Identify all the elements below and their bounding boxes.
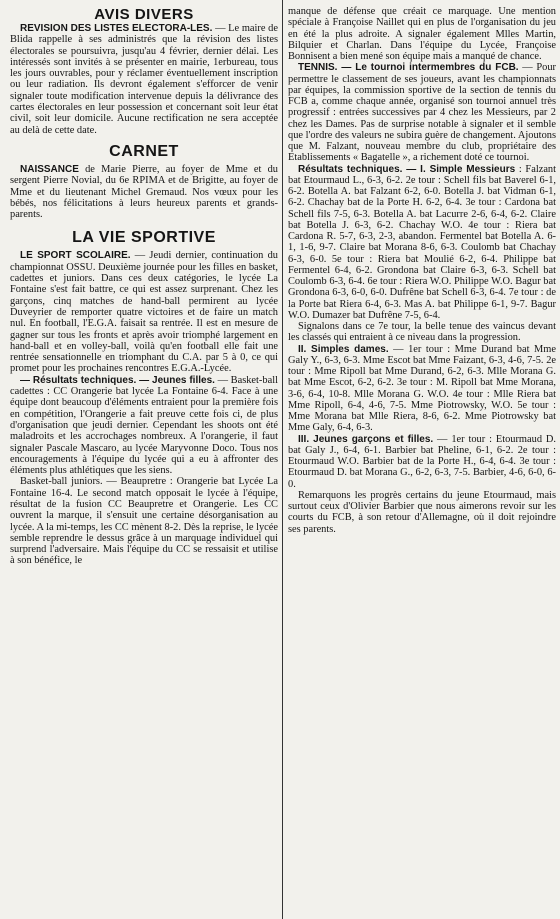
tennis-lead: TENNIS. — Le tournoi intermembres du FCB. [298, 62, 519, 74]
juniors-paragraph: Basket-ball juniors. — Beaupretre : Orangerie bat Lycée La Fontaine 16-4. Le second match opposait le lycée à l'équipe, résultat de la fusion CC Beaupretre et Orangerie. Les CC ouvrent la marque, il s'ensuit une certaine désorganisation au lycée. A la mi-temps, les CC mènent 8-2. Dès la reprise, le lycée semble reprendre le dessus grâce à un marquage individuel qui surprend l'adversaire. Mais l'équipe du CC se ressaisit et utilise à son bénéfice, le [10, 476, 278, 567]
avis-lead: REVISION DES LISTES ELECTORA-LES. [20, 23, 213, 34]
continuation-paragraph: manque de défense que créait ce marquage. Une mention spéciale à Françoise Naillet qui en plus de l'organisation du jeu en été la plus adroite. A signaler également Mlles Martin, Bilquier et Charlan. Dans l'équipe du Lycée, Françoise Bonnisent a bien mené son équipe mais a manqué de chance. [288, 6, 556, 62]
tennis-paragraph [288, 62, 556, 163]
right-column [288, 6, 556, 915]
avis-body: — Le maire de Blida rappelle à ses administrés que la révision des listes électorales se poursuivra, jusqu'au 4 février, dernier délai. Les intéressés sont invités à se présenter en mairie, 1erbureau, tous les jours ouvrables, pour y réclamer éventuellement inscription ou leur radiation. Ils devront également s'efforcer de venir signaler toute modification intervenue depuis la délivrance des cartes électorales en leur possession et concernant soit leur état civil, soit leur domicile. Aucune rectification ne sera acceptée au delà de cette date. [10, 23, 278, 136]
simples-dames-paragraph [288, 344, 556, 434]
tennis-body: — Pour permettre le classement de ses joueurs, avant les championnats par équipes, la commission sportive de la section de tennis du FCB a, comme chaque année, organisé son tournoi annuel très progressif : entrées successives par 4 chez les Messieurs, par 2 chez les Dames. Pas de surprise notable à signaler et il semble que l'ordre des valeurs ne subira guère de changement. Ajoutons que M. Falzant, nouveau membre du club, propriétaire des Etablissements « Bagatelle », a richement doté ce tournoi. [288, 62, 556, 164]
carnet-lead: NAISSANCE [20, 163, 79, 175]
left-column [10, 6, 278, 915]
carnet-heading: CARNET [109, 142, 179, 160]
simple-messieurs-lead: Résultats techniques. — I. Simple Messieurs [298, 163, 516, 175]
avis-divers-heading: AVIS DIVERS [94, 6, 194, 23]
signalons-paragraph: Signalons dans ce 7e tour, la belle tenue des vaincus devant les classés qui entraient à ce niveau dans la progression. [288, 321, 556, 344]
sport-scolaire-paragraph [10, 250, 278, 374]
resultats-body: — Basket-ball cadettes : CC Orangerie bat lycée La Fontaine 6-4. Face à une équipe dont beaucoup d'éléments entraient pour la première fois en compétition, l'Orangerie a fait preuve cette fois ci, de plus d'organisation que jeudi dernier. Cependant les shoots ont été maladroits et les accrochages nombreux. A l'orangerie, il faut signaler Pascale Mascaro, au lycée Maryvonne Doco. Tous nos encouragements à l'équipe du lycée qui a eu à affronter des éléments plus athlétiques que les siens. [10, 374, 278, 477]
carnet-body: de Marie Pierre, au foyer de Mme et du sergent Pierre Novial, du 6e RPIMA et de Brigitte, au foyer de Mme et du lieutenant Michel Gremaud. Nos vœux pour les bébés, nos félicitations à leurs heureux parents et grands-parents. [10, 163, 278, 221]
sport-scolaire-lead: LE SPORT SCOLAIRE. [20, 250, 131, 262]
resultats-paragraph [10, 375, 278, 477]
resultats-lead: — Résultats techniques. — Jeunes filles. [20, 374, 215, 386]
simples-dames-body: — 1er tour : Mme Durand bat Mme Galy Y., 6-3, 6-3. Mme Escot bat Mme Faizant, 6-3, 4-6, 7-5. 2e tour : Mme Ripoll bat Mme Durand, 6-2, 6-3. Mlle Morana G. bat Mme Escot, 6-2, 6-2. 3e tour : M. Ripoll bat Mme Morana, 3-6, 6-4, 10-8. Mlle Morana G. W.O. 4e tour : Mlle Riera bat Mme Ripoll, 6-4, 4-6, 7-5. Mme Piotrowsky, W.O. 5e tour : Mme Morana bat Mlle Riera, 8-6, 6-2. Mme Piotrowsky bat Mme Galy, 6-4, 6-3. [288, 343, 556, 434]
carnet-paragraph [10, 164, 278, 220]
vie-sportive-heading: LA VIE SPORTIVE [72, 229, 216, 247]
column-divider [282, 0, 283, 919]
sport-scolaire-body: — Jeudi dernier, continuation du championnat OSSU. Deuxième journée pour les filles en basket, cadettes et juniors. Dans ces deux catégories, le lycée La Fontaine s'est fait battre, ce qui est assez surprenant. Chez les garçons, cinq matches de hand-ball permirent au lycée Duveyrier de remporter quatre victoires et de faire un match nul. En football, l'E.G.A. faisait sa rentrée. Il est en mesure de gagner sur tous les fronts et après avoir triomphé largement en hand-ball et en volley-ball, voilà qu'en football elle fait une rentrée sensationnelle en triomphant du C.A. par 5 à 0, ce qui promet pour les prochaines rencontres E.G.A.-Lycée. [10, 250, 278, 375]
jeunes-paragraph [288, 434, 556, 490]
simples-dames-lead: II. Simples dames. [298, 343, 389, 355]
simple-messieurs-body: : Falzant bat Etourmaud L., 6-3, 6-2. 2e tour : Schell fils bat Baverel 6-1, 6-2. Botella A. bat Falzant 6-2, 6-0. Botella J. bat Vidman 6-1, 6-2. Chachay bat de la Porte H. 6-2, 6-4. 3e tour : Cardona bat Schell fils 7-5, 6-3. Botella A. bat Lacurre 2-6, 6-4, 6-2. Claire bat Botella J. 6-3, 6-2. Chachay W.O. 4e tour : Riera bat Cardona R. 5-7, 6-3, 2-3, abandon. Fermentel bat Botella A. 6-1, 1-6, 9-7. Claire bat Morana 8-6, 6-3. Coulomb bat Chachay 6-3, 6-0. 5e tour : Riera bat Moulié 6-2, 6-4. Philippe bat Fermentel 6-4, 6-2. Grondona bat Claire 6-3, 6-3. Schell bat Coulomb 6-3, 6-4. 6e tour : Riera W.O. Philippe W.O. Bagur bat Grondona 6-3, 6-0, 6-0. Dufrêne bat Schell 6-3, 6-4. 7e tour : de la Porte bat Riera 6-4, 6-3. Mas A. bat Philippe 6-1, 9-7. Bagur W.O. Dumazer bat Dufrêne 7-5, 6-4. [288, 163, 556, 321]
avis-paragraph [10, 23, 278, 136]
jeunes-lead: III. Jeunes garçons et filles. [298, 433, 434, 445]
simple-messieurs-paragraph [288, 164, 556, 322]
jeunes-body: — 1er tour : Etourmaud D. bat Galy J., 6-4, 6-1. Barbier bat Pheline, 6-1, 6-2. 2e tour : Etourmaud W.O. Barbier bat de la Porte H., 6-4, 6-4. 3e tour : Etourmaud D. bat Morana G., 6-2, 6-3, 7-5. Barbier, 4-6, 6-0, 6-0. [288, 433, 556, 490]
remarquons-paragraph: Remarquons les progrès certains du jeune Etourmaud, mais surtout ceux d'Olivier Barbier que nous aimerons revoir sur les courts du FCB, à son retour d'Allemagne, où il doit rejoindre ses parents. [288, 489, 556, 535]
